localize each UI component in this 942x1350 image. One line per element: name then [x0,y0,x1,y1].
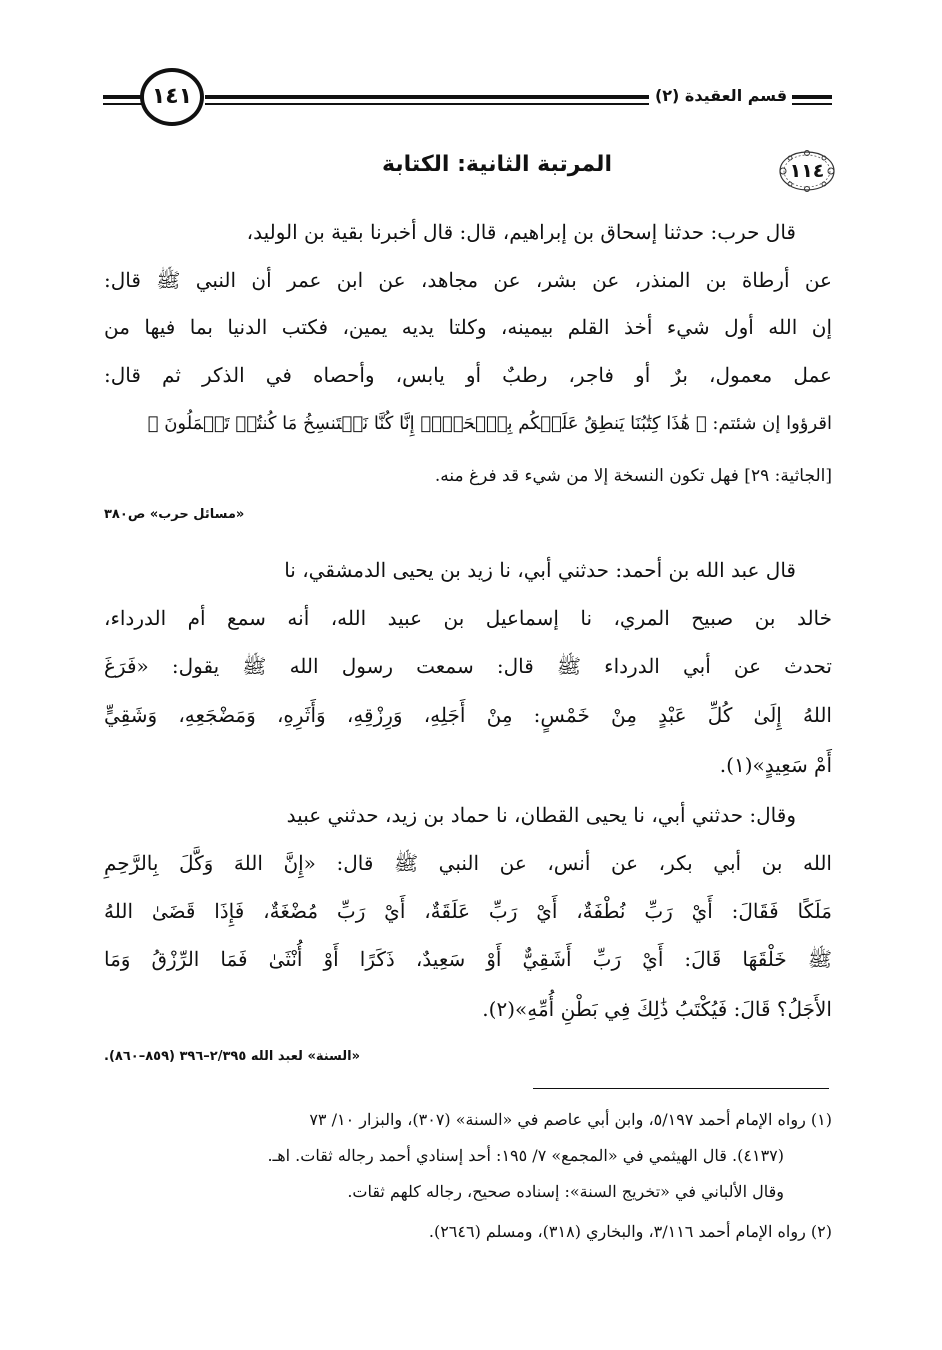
passage1-quran-line: اقرؤوا إن شئتم: ﴿ هَٰذَا كِتَٰبُنَا يَنطِقُ عَلَيۡكُم بِٱلۡحَقِّۚ إِنَّا كُنَّا نَسۡتَنسِخُ مَا كُنتُمۡ تَعۡمَلُونَ ﴾ [147,413,832,434]
header-rule [205,103,649,105]
passage1-line: إن الله أول شيء أخذ القلم بيمينه، وكلتا يديه يمين، فكتب الدنيا بما فيها من [104,315,832,339]
page-number-badge [140,68,204,126]
passage1-line: عمل معمول، برٌ أو فاجر، رطبٌ أو يابس، وأحصاه في الذكر ثم قال: [104,363,832,387]
footnote-separator [533,1088,829,1089]
passage3-line: ﷺ خَلْقَهَا قَالَ: أَيْ رَبِّ أَشَقِيٌّ أَوْ سَعِيدٌ، ذَكَرًا أَوْ أُنْثَىٰ فَمَا الرِّزْقُ وَمَا [104,947,832,971]
passage2-line: خالد بن صبيح المري، نا إسماعيل بن عبيد الله، أنه سمع أم الدرداء، [104,606,832,630]
page-number: ١٤١ [151,84,193,109]
passage2-line: تحدث عن أبي الدرداء ﷺ قال: سمعت رسول الله ﷺ يقول: «فَرَغَ [104,654,832,678]
passage1-citation: «مسائل حرب» ص٣٨٠ [104,507,245,522]
section-number: ١١٤ [789,160,825,182]
footnote-line: (١) رواه الإمام أحمد ٥/١٩٧، وابن أبي عاصم في «السنة» (٣٠٧)، والبزار ١٠/ ٧٣ [309,1110,832,1129]
passage2-line: أَمْ سَعِيدٍ»(١). [719,753,832,777]
header-rule [205,95,649,99]
running-title: قسم العقيدة (٢) [654,86,788,105]
footnote-line: وقال الألباني في «تخريج السنة»: إسناده صحيح، رجاله كلهم ثقات. [347,1182,784,1201]
passage2-line: اللهُ إِلَىٰ كُلِّ عَبْدٍ مِنْ خَمْسٍ: مِنْ أَجَلِهِ، وَرِزْقِهِ، وَأَثَرِهِ، وَمَضْجَعِهِ، وَشَقِيٍّ [104,703,832,727]
header-rule [792,95,832,99]
passage3-line: وقال: حدثني أبي، نا يحيى القطان، نا حماد بن زيد، حدثني عبيد [286,803,796,827]
passage3-line: الله بن أبي بكر، عن أنس، عن النبي ﷺ قال: «إِنَّ اللهَ وَكَّلَ بِالرَّحِمِ [104,851,832,875]
section-title: المرتبة الثانية: الكتابة [381,152,612,177]
passage2-line: قال عبد الله بن أحمد: حدثني أبي، نا زيد بن يحيى الدمشقي، نا [284,558,796,582]
passage1-line: [الجاثية: ٢٩] فهل تكون النسخة إلا من شيء قد فرغ منه. [434,466,832,486]
passage1-line: عن أرطاة بن المنذر، عن بشر، عن مجاهد، عن ابن عمر أن النبي ﷺ قال: [104,268,832,292]
passage3-citation: «السنة» لعبد الله ٢/٣٩٥–٣٩٦ (٨٥٩–٨٦٠). [104,1049,360,1064]
passage1-line: قال حرب: حدثنا إسحاق بن إبراهيم، قال: قال أخبرنا بقية بن الوليد، [246,220,796,244]
passage3-line: الأَجَلُ؟ قَالَ: فَيُكْتَبُ ذَٰلِكَ فِي بَطْنِ أُمِّهِ»(٢). [482,997,832,1021]
passage3-line: مَلَكًا فَقَالَ: أَيْ رَبِّ نُطْفَةٌ، أَيْ رَبِّ عَلَقَةٌ، أَيْ رَبِّ مُضْغَةٌ، فَإِذَا قَضَىٰ اللهُ [104,899,832,923]
footnote-line: (٤١٣٧). قال الهيثمي في «المجمع» ٧/ ١٩٥: أحد إسنادي أحمد رجاله ثقات. اهـ. [267,1146,784,1165]
header-rule [792,103,832,105]
section-number-ornament [777,149,837,193]
footnote-line: (٢) رواه الإمام أحمد ٣/١١٦، والبخاري (٣١٨)، ومسلم (٢٦٤٦). [428,1222,832,1241]
